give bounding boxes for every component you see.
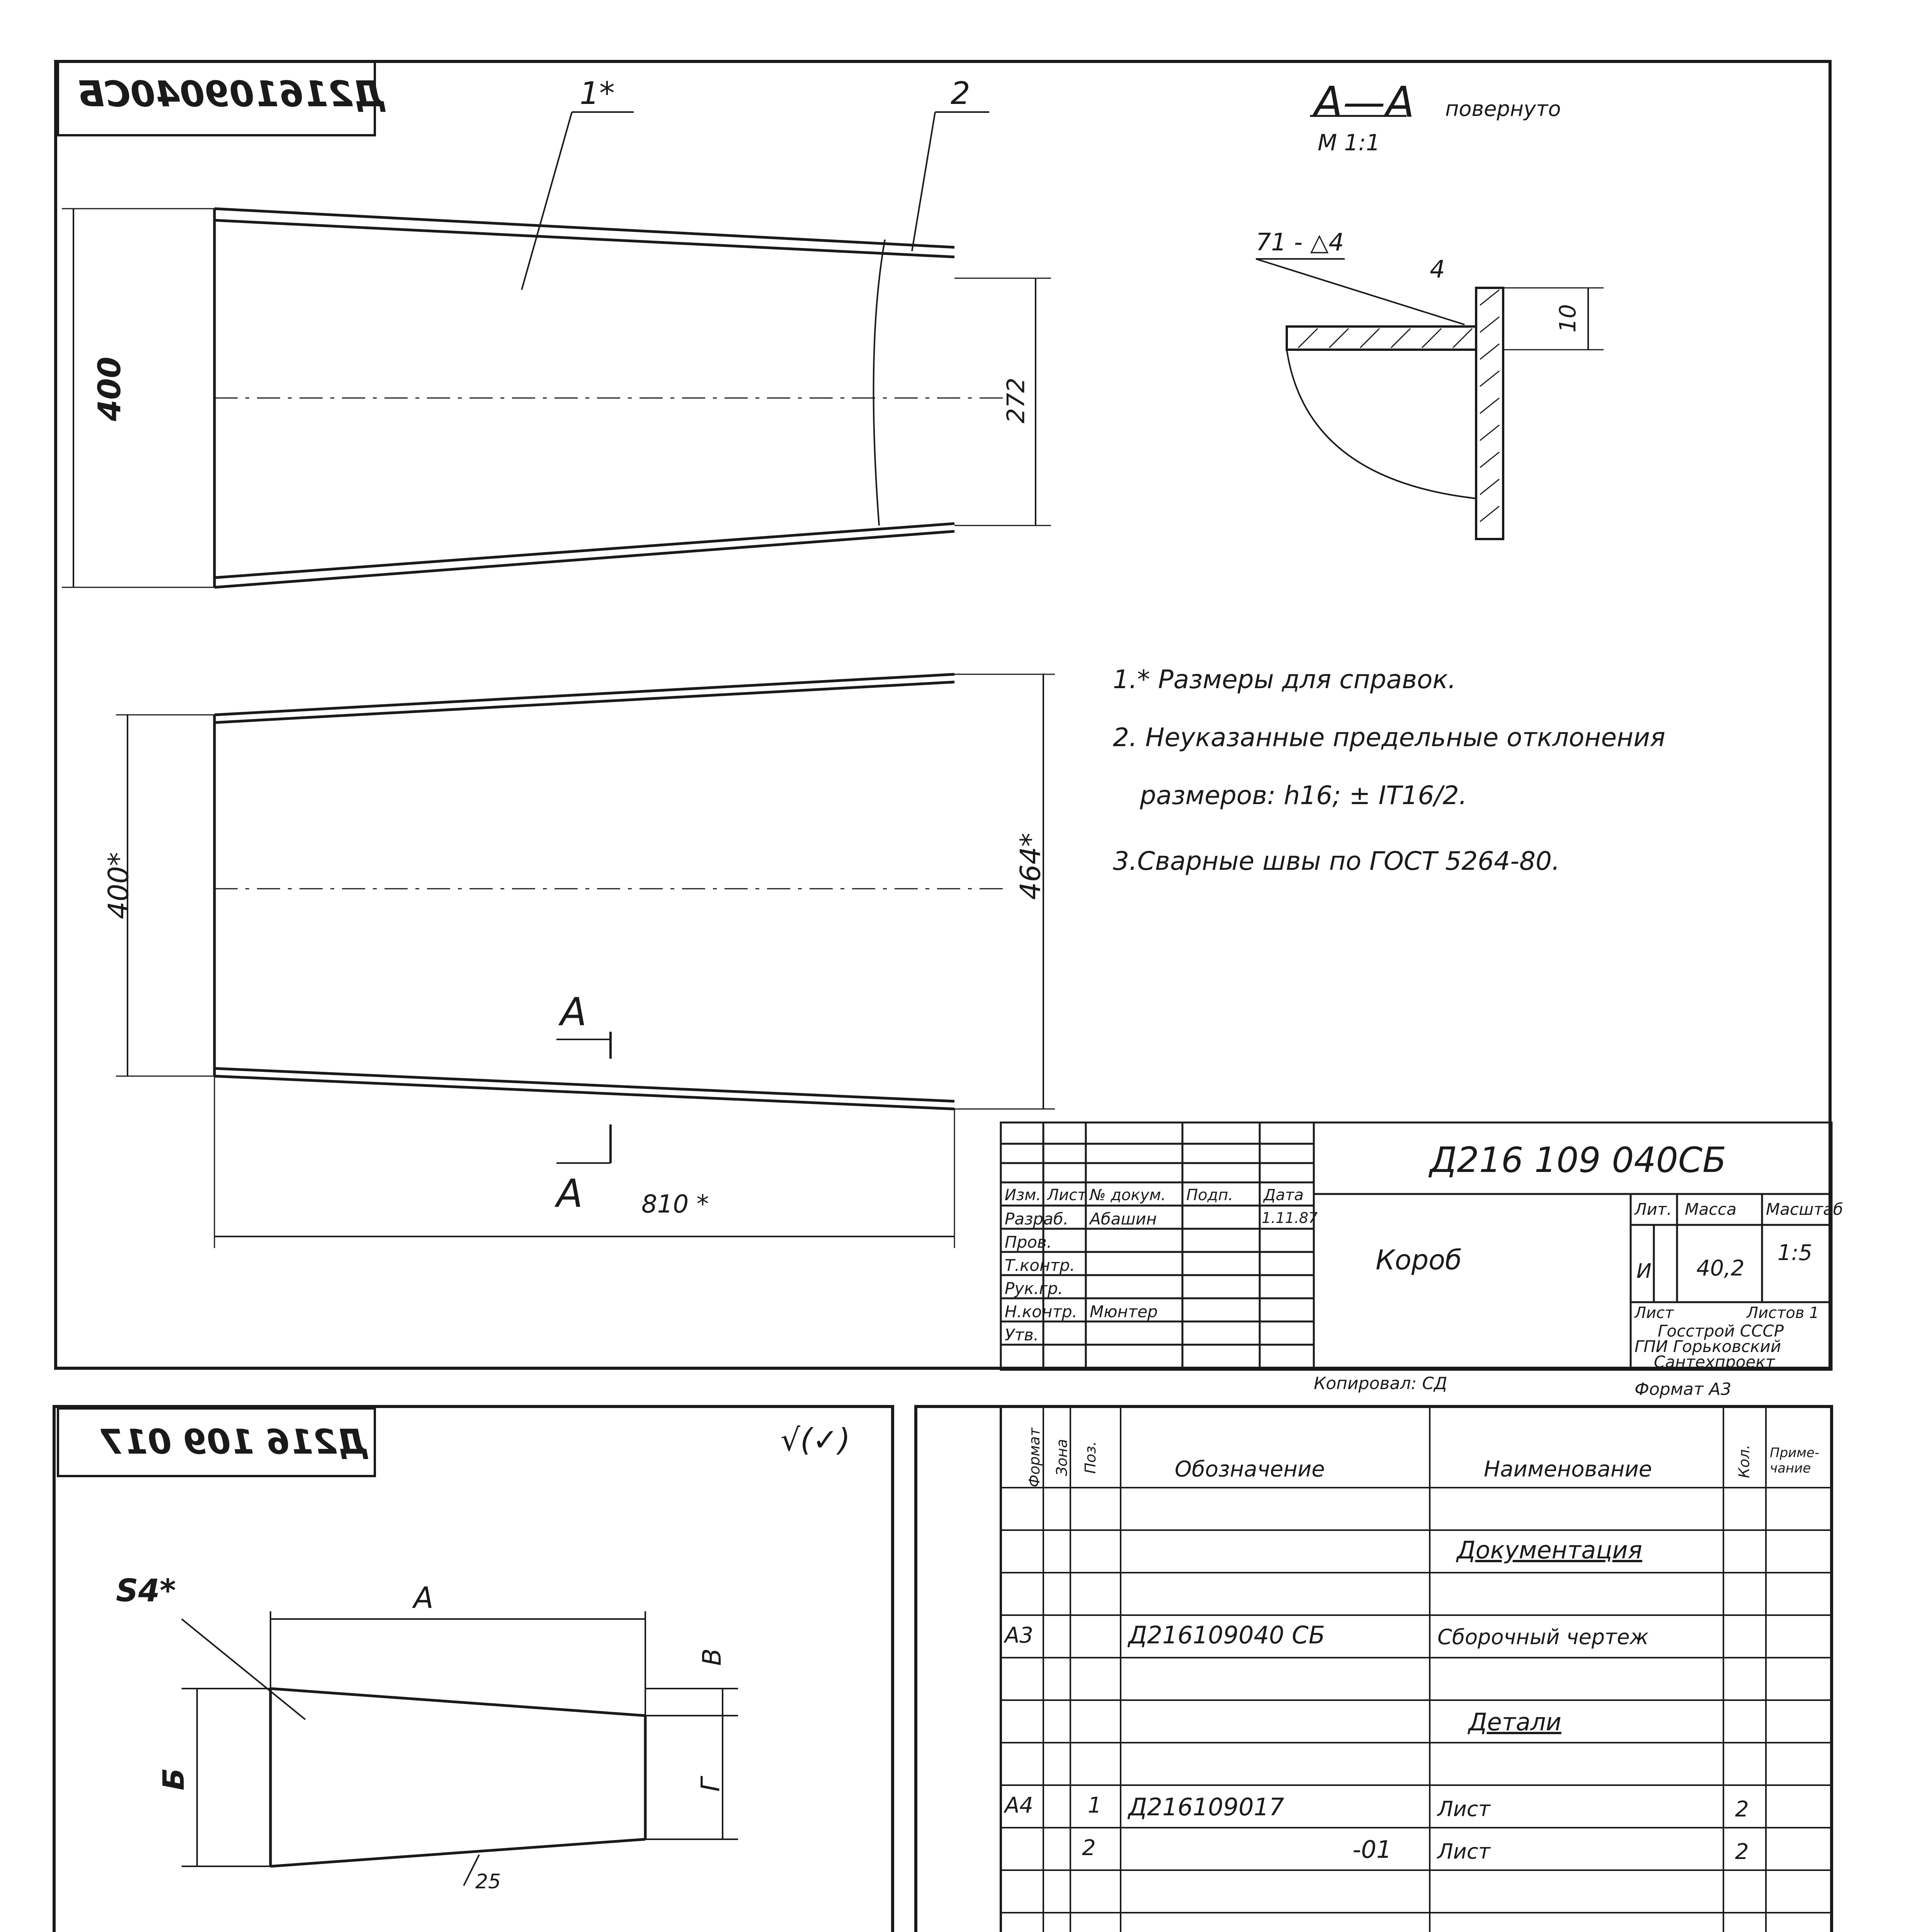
spec-row-2-designation: -01 (1352, 1835, 1392, 1864)
dim-a-label: А (413, 1580, 434, 1615)
sheet1-note-3: 3.Сварные швы по ГОСТ 5264-80. (1113, 846, 1560, 876)
spec-row-0-name: Сборочный чертеж (1437, 1625, 1649, 1649)
tb1-role-5: Утв. (1005, 1325, 1039, 1344)
tb1-hdr-date: Дата (1264, 1186, 1304, 1204)
dim-400-bottom: 400* (102, 852, 135, 919)
tb1-lit-value: И (1636, 1260, 1652, 1283)
spec-row-1-qty: 2 (1735, 1797, 1749, 1822)
tb1-name: Короб (1376, 1244, 1462, 1276)
tb1-hdr-doc: № докум. (1090, 1186, 1166, 1204)
spec-row-0-format: А3 (1005, 1623, 1033, 1648)
tb1-sheets-label: Листов 1 (1747, 1304, 1819, 1322)
sheet2-part-drawing (270, 1689, 645, 1866)
spec-hdr-note: Приме-чание (1770, 1445, 1820, 1476)
section-rotated: повернуто (1445, 97, 1561, 121)
section-mark-a-top: А (560, 989, 587, 1034)
spec-row-2-qty: 2 (1735, 1839, 1749, 1864)
spec-section-docs: Документация (1457, 1536, 1642, 1564)
dim-464: 464* (1014, 833, 1047, 900)
weld-leg: 4 (1430, 255, 1445, 283)
sheet1-note-1: 1.* Размеры для справок. (1113, 665, 1456, 694)
spec-row-0-designation: Д216109040 СБ (1128, 1621, 1325, 1649)
roughness-mark: 25 (475, 1870, 501, 1893)
thickness-label: S4* (116, 1573, 176, 1609)
roughness-symbol: √(✓) (781, 1422, 850, 1458)
spec-row-2-pos: 2 (1082, 1835, 1096, 1861)
section-title: А—А (1314, 77, 1415, 127)
dim-v-label: В (697, 1648, 727, 1666)
sheet2-code-mirrored: Д216 109 017 (100, 1422, 367, 1462)
dim-810: 810 * (641, 1190, 709, 1219)
dim-400-top: 400 (92, 357, 128, 421)
tb1-org-3: Сантехпроект (1654, 1352, 1775, 1371)
tb1-hdr-sign: Подп. (1186, 1186, 1233, 1204)
tb1-mass-value: 40,2 (1696, 1256, 1745, 1281)
spec-hdr-format: Формат (1026, 1427, 1043, 1488)
sheet1-note-2: 2. Неуказанные предельные отклонения (1113, 723, 1665, 752)
spec-hdr-pos: Поз. (1082, 1441, 1099, 1474)
spec-hdr-name: Наименование (1484, 1457, 1652, 1482)
tb1-scale-label: Масштаб (1766, 1200, 1843, 1219)
spec-row-1-designation: Д216109017 (1128, 1793, 1284, 1821)
spec-row-1-name: Лист (1437, 1797, 1490, 1821)
dim-b-label: Б (156, 1768, 191, 1791)
tb1-mass-label: Масса (1685, 1200, 1737, 1219)
tb1-person-4: Мюнтер (1090, 1302, 1158, 1321)
tb1-lit-label: Лит. (1635, 1200, 1672, 1219)
tb1-person-0: Абашин (1090, 1209, 1157, 1228)
tb1-org-2: ГПИ Горьковский (1635, 1337, 1781, 1356)
tb1-scale-value: 1:5 (1778, 1240, 1813, 1265)
tb1-org-1: Госстрой СССР (1658, 1321, 1784, 1340)
leader-1-label: 1* (580, 75, 615, 111)
tb1-role-4: Н.контр. (1005, 1302, 1077, 1321)
leader-2-label: 2 (951, 75, 970, 111)
spec-row-1-pos: 1 (1088, 1793, 1102, 1818)
spec-row-2-name: Лист (1437, 1839, 1490, 1864)
tb1-role-2: Т.контр. (1005, 1256, 1075, 1275)
section-scale: М 1:1 (1318, 129, 1380, 156)
dim-272: 272 (1002, 378, 1030, 423)
tb1-date-0: 1.11.87 (1262, 1209, 1318, 1226)
sheet2-frame (54, 1406, 893, 1932)
sheet1-note-2b: размеров: h16; ± IT16/2. (1140, 781, 1467, 810)
tb1-role-3: Рук.гр. (1005, 1279, 1063, 1298)
spec-hdr-zone: Зона (1053, 1439, 1070, 1476)
tb1-designation: Д216 109 040СБ (1430, 1140, 1726, 1180)
section-mark-a-bottom: А (556, 1171, 583, 1216)
dim-10: 10 (1554, 304, 1581, 333)
dim-g-label: Г (695, 1777, 725, 1792)
tb1-copied: Копировал: СД (1314, 1374, 1448, 1393)
tb1-hdr-list: Лист (1047, 1186, 1087, 1204)
tb1-role-0: Разраб. (1005, 1209, 1069, 1228)
tb1-role-1: Пров. (1005, 1233, 1052, 1252)
spec-hdr-qty: Кол. (1735, 1444, 1753, 1478)
tb1-format: Формат А3 (1635, 1379, 1732, 1399)
tb1-hdr-izm: Изм. (1005, 1186, 1041, 1204)
tb1-sheet-label: Лист (1635, 1304, 1674, 1322)
weld-note: 71 - △4 (1256, 228, 1344, 256)
spec-hdr-designation: Обозначение (1175, 1457, 1325, 1482)
spec-section-details: Детали (1468, 1708, 1561, 1736)
sheet1-code-mirrored: Д216109040СБ (77, 73, 385, 115)
spec-row-1-format: А4 (1005, 1793, 1033, 1818)
